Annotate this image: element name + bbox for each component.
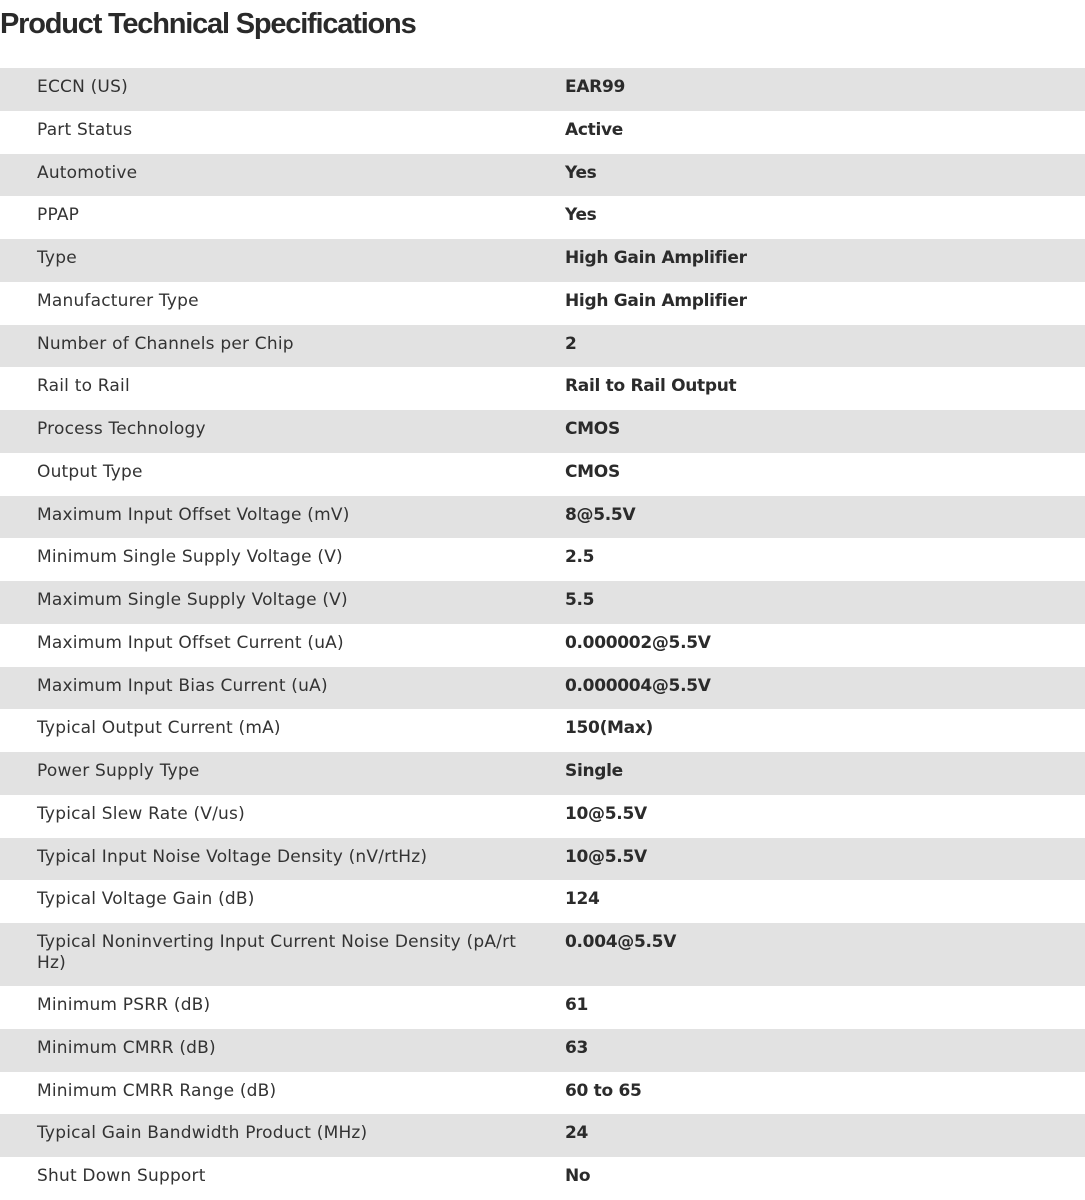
spec-row: [0, 667, 1085, 710]
spec-label: Typical Input Noise Voltage Density (nV/rtHz): [37, 846, 428, 867]
spec-label: Type: [37, 248, 77, 268]
spec-label: Manufacturer Type: [37, 290, 199, 311]
spec-value: CMOS: [565, 419, 620, 439]
spec-label: Power Supply Type: [37, 761, 200, 781]
spec-label: PPAP: [37, 205, 80, 226]
spec-value: Rail to Rail Output: [565, 376, 737, 397]
spec-value: 63: [565, 1037, 589, 1058]
spec-value: High Gain Amplifier: [565, 248, 747, 268]
spec-value: 150(Max): [565, 718, 653, 739]
spec-label: Shut Down Support: [37, 1166, 206, 1186]
spec-value: EAR99: [565, 77, 626, 97]
spec-label: Automotive: [37, 162, 138, 183]
spec-value: 61: [565, 995, 589, 1015]
spec-label: Typical Slew Rate (V/us): [37, 803, 245, 824]
spec-row: [0, 1157, 1085, 1200]
spec-value: Single: [565, 761, 623, 781]
spec-label: Minimum PSRR (dB): [37, 995, 211, 1015]
spec-value: CMOS: [565, 461, 620, 482]
spec-row: [0, 154, 1085, 197]
spec-label: Typical Output Current (mA): [37, 718, 281, 739]
spec-label: ECCN (US): [37, 77, 128, 97]
spec-row: [0, 923, 1085, 986]
spec-label: Maximum Input Bias Current (uA): [37, 675, 328, 696]
spec-label: Part Status: [37, 119, 133, 140]
spec-label: Minimum Single Supply Voltage (V): [37, 547, 343, 568]
spec-label: Number of Channels per Chip: [37, 333, 294, 354]
spec-row: [0, 68, 1085, 111]
spec-label: Output Type: [37, 461, 143, 482]
spec-row: [0, 838, 1085, 881]
spec-value: 124: [565, 889, 600, 910]
spec-value: 60 to 65: [565, 1080, 642, 1101]
spec-row: [0, 1029, 1085, 1072]
spec-row: [0, 624, 1085, 667]
spec-value: 10@5.5V: [565, 846, 647, 867]
spec-value: Yes: [565, 162, 597, 183]
spec-value: 8@5.5V: [565, 504, 636, 525]
spec-label: Typical Voltage Gain (dB): [37, 889, 255, 910]
page-title: Product Technical Specifications: [0, 8, 416, 40]
spec-table: [0, 68, 1085, 1200]
spec-label: Process Technology: [37, 419, 206, 439]
spec-row: [0, 795, 1085, 838]
spec-label: Typical Noninverting Input Current Noise Density (pA/rt Hz): [37, 932, 517, 973]
spec-row: [0, 752, 1085, 795]
spec-row: [0, 111, 1085, 154]
spec-value: High Gain Amplifier: [565, 290, 747, 311]
spec-label: Minimum CMRR (dB): [37, 1037, 216, 1058]
spec-row: [0, 453, 1085, 496]
spec-value: 0.000002@5.5V: [565, 632, 711, 653]
spec-label: Maximum Input Offset Current (uA): [37, 632, 344, 653]
spec-row: [0, 496, 1085, 539]
spec-row: [0, 410, 1085, 453]
spec-label: Maximum Input Offset Voltage (mV): [37, 504, 350, 525]
spec-row: [0, 986, 1085, 1029]
spec-value: No: [565, 1166, 591, 1186]
spec-label: Minimum CMRR Range (dB): [37, 1080, 277, 1101]
spec-row: [0, 1072, 1085, 1115]
spec-value: 2.5: [565, 547, 595, 568]
spec-row: [0, 367, 1085, 410]
spec-row: [0, 325, 1085, 368]
spec-row: [0, 880, 1085, 923]
spec-value: 0.000004@5.5V: [565, 675, 711, 696]
spec-label: Typical Gain Bandwidth Product (MHz): [37, 1123, 368, 1144]
spec-row: [0, 239, 1085, 282]
spec-value: 24: [565, 1123, 589, 1144]
spec-row: [0, 282, 1085, 325]
spec-value: 10@5.5V: [565, 803, 647, 824]
spec-value: Active: [565, 119, 623, 140]
spec-row: [0, 538, 1085, 581]
spec-row: [0, 196, 1085, 239]
spec-value: 5.5: [565, 590, 595, 610]
spec-row: [0, 1114, 1085, 1157]
spec-value: Yes: [565, 205, 597, 226]
spec-value: 0.004@5.5V: [565, 932, 677, 952]
spec-label: Maximum Single Supply Voltage (V): [37, 590, 348, 610]
spec-label: Rail to Rail: [37, 376, 130, 397]
spec-value: 2: [565, 333, 577, 354]
spec-row: [0, 581, 1085, 624]
spec-row: [0, 709, 1085, 752]
